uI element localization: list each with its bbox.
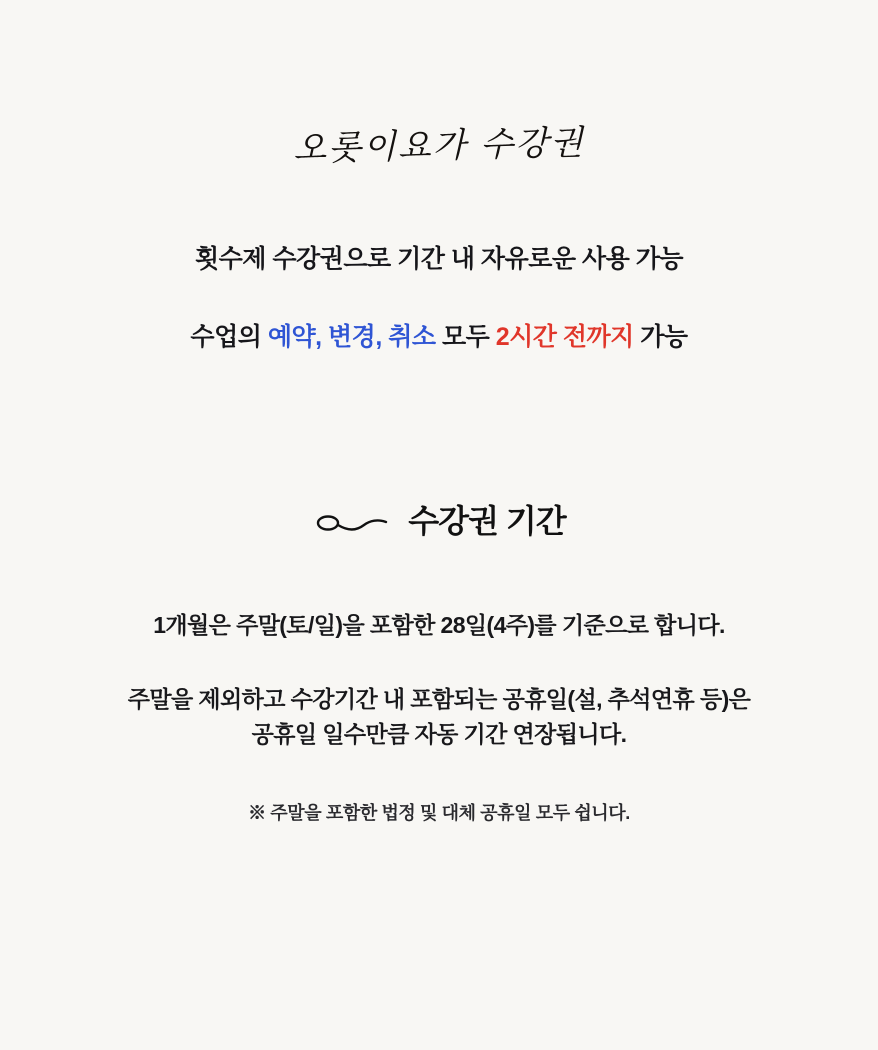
intro-line-2-pre: 수업의 xyxy=(190,322,268,351)
intro-line-2-highlight-red: 2시간 전까지 xyxy=(495,322,634,351)
period-line-2b: 공휴일 일수만큼 자동 기간 연장됩니다. xyxy=(251,721,627,748)
period-body xyxy=(0,608,878,825)
intro-line-2-post: 가능 xyxy=(633,322,688,351)
intro-line-2-highlight-blue: 예약, 변경, 취소 xyxy=(267,322,436,351)
period-line-1: 1개월은 주말(토/일)을 포함한 28일(4주)를 기준으로 합니다. xyxy=(153,612,725,638)
period-line-2a: 주말을 제외하고 수강기간 내 포함되는 공휴일(설, 추석연휴 등)은 xyxy=(127,685,751,712)
intro-line-2-mid: 모두 xyxy=(435,322,496,351)
page-root xyxy=(0,118,878,1050)
squiggle-flourish-icon xyxy=(312,504,390,534)
page-title: 오롯이요가 수강권 xyxy=(292,122,586,170)
intro-line-1: 횟수제 수강권으로 기간 내 자유로운 사용 가능 xyxy=(194,245,684,273)
intro-line-2 xyxy=(0,319,878,357)
period-note: ※ 주말을 포함한 법정 및 대체 공휴일 모두 쉽니다. xyxy=(248,802,630,823)
section-heading-period xyxy=(0,496,878,542)
section-heading-label: 수강권 기간 xyxy=(408,503,566,539)
intro-block xyxy=(0,241,878,356)
